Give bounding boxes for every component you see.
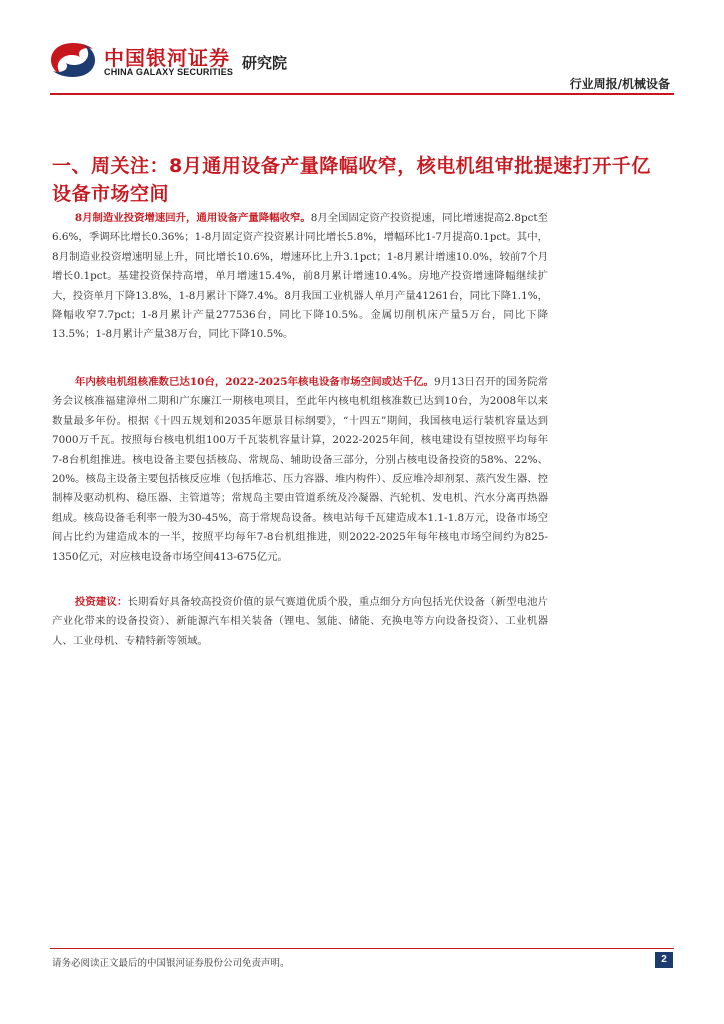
institute-label: 研究院 (242, 54, 288, 72)
report-category: 行业周报/机械设备 (569, 77, 670, 91)
paragraph-body: 9月13日召开的国务院常务会议核准福建漳州二期和广东廉江一期核电项目，至此年内核电机组核准数已达到10台，为2008年以来数量最多年份。根据《十四五规划和2035年愿景目标纲要》，“十四五”期间，我国核电运行装机容量达到7000万千瓦。按照每台核电机组100万千瓦装机容量计算，2022-2025年间，核电建设有望按照平均每年7-8台机组推进。核电设备主要包括核岛、常规岛、辅助设备三部分，分别占核电设备投资的58%、22%、20%。核岛主设备主要包括核反应堆（包括堆芯、压力容器、堆内构件）、反应堆冷却剂泵、蒸汽发生器、控制棒及驱动机构、稳压器、主管道等；常规岛主要由管道系统及冷凝器、汽轮机、发电机、汽水分离再热器组成。核岛设备毛利率一般为30-45%，高于常规岛设备。核电站每千瓦建造成本1.1-1.8万元，设备市场空间占比约为建造成本的一半，按照平均每年7-8台机组推进，则2022-2025年每年核电市场空间约为825-1350亿元，对应核电设备市场空间413-675亿元。 (52, 376, 549, 563)
page-number: 2 (655, 952, 673, 968)
paragraph-nuclear (52, 373, 548, 567)
section-title: 一、周关注：8月通用设备产量降幅收窄，核电机组审批提速打开千亿设备市场空间 (52, 155, 651, 205)
paragraph-lead: 8月制造业投资增速回升，通用设备产量降幅收窄。 (74, 212, 311, 224)
header-divider (50, 93, 674, 95)
galaxy-swirl-logo-icon (48, 40, 98, 80)
paragraph-manufacturing (52, 209, 548, 345)
paragraph-body: 长期看好具备较高投资价值的景气赛道优质个股，重点细分方向包括光伏设备（新型电池片产业化带来的设备投资）、新能源汽车相关装备（锂电、氢能、储能、充换电等方向设备投资）、工业机器人、工业母机、专精特新等领域。 (52, 596, 549, 647)
paragraph-investment-advice (52, 593, 548, 651)
footer-disclaimer: 请务必阅读正文最后的中国银河证券股份公司免责声明。 (52, 958, 290, 969)
paragraph-lead: 年内核电机组核准数已达10台，2022-2025年核电设备市场空间或达千亿。 (74, 376, 434, 388)
paragraph-body: 8月全国固定资产投资提速，同比增速提高2.8pct至6.6%，季调环比增长0.36%；1-8月固定资产投资累计同比增长5.8%，增幅环比1-7月提高0.1pct。其中，8月制造业投资增速明显上升，同比增长10.6%，增速环比上升3.1pct；1-8月累计增速10.0%，较前7个月增长0.1pct。基建投资保持高增，单月增速15.4%，前8月累计增速10.4%。房地产投资增速降幅继续扩大，投资单月下降13.8%，1-8月累计下降7.4%。8月我国工业机器人单月产量41261台，同比下降1.1%，降幅收窄7.7pct；1-8月累计产量277536台，同比下降10.5%。金属切削机床产量5万台，同比下降13.5%；1-8月累计产量38万台，同比下降10.5%。 (52, 212, 548, 341)
paragraph-lead: 投资建议： (74, 596, 128, 608)
footer-divider (50, 948, 674, 949)
brand-name-en: CHINA GALAXY SECURITIES (104, 67, 234, 77)
brand-name-cn: 中国银河证券 (104, 46, 230, 70)
